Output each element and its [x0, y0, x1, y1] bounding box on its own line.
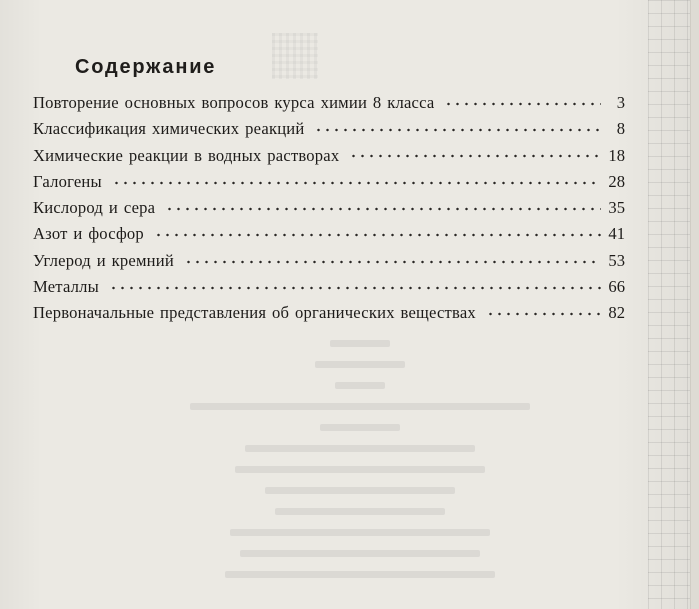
toc-entry[interactable] — [33, 221, 625, 247]
toc-entry-page: 28 — [608, 171, 625, 191]
toc-entry[interactable] — [33, 300, 625, 326]
page-edge — [690, 0, 699, 609]
toc-entry-page: 3 — [616, 93, 625, 112]
toc-entry-title: Металлы — [33, 277, 99, 297]
toc-entry[interactable] — [33, 90, 625, 116]
toc-entry-title: Повторение основных вопросов курса химии 8 класса — [33, 93, 435, 112]
leader-dots — [165, 197, 601, 214]
toc-entry-page: 66 — [608, 277, 625, 297]
leader-dots — [109, 275, 601, 292]
toc-entry-page: 35 — [608, 198, 625, 218]
bleed-through-text — [150, 340, 570, 600]
toc-entry[interactable] — [33, 116, 625, 142]
toc-entry[interactable] — [33, 248, 625, 274]
bleed-through-mark — [272, 33, 318, 79]
toc-entry-title: Галогены — [33, 171, 102, 191]
toc-entry-title: Химические реакции в водных растворах — [33, 145, 340, 165]
leader-dots — [154, 223, 601, 240]
toc-entry[interactable] — [33, 274, 625, 300]
toc-entry-page: 41 — [608, 224, 625, 244]
page-title: Содержание — [75, 56, 217, 78]
toc-entry-page: 18 — [608, 145, 625, 165]
toc-entry[interactable] — [33, 169, 625, 195]
leader-dots — [184, 249, 601, 266]
toc-entry-title: Классификация химических реакций — [33, 119, 305, 139]
toc-entry-title: Первоначальные представления об органических веществах — [33, 303, 476, 323]
leader-dots — [314, 118, 601, 135]
leader-dots — [349, 144, 601, 161]
leader-dots — [112, 170, 601, 187]
leader-dots — [486, 302, 601, 319]
toc-entry[interactable] — [33, 195, 625, 221]
table-of-contents — [33, 90, 625, 327]
toc-entry[interactable] — [33, 143, 625, 169]
leader-dots — [444, 91, 601, 108]
toc-entry-title: Азот и фосфор — [33, 224, 144, 244]
toc-entry-page: 8 — [616, 119, 625, 139]
toc-entry-page: 82 — [608, 303, 625, 323]
toc-entry-page: 53 — [608, 250, 625, 270]
toc-entry-title: Кислород и сера — [33, 198, 156, 218]
toc-entry-title: Углерод и кремний — [33, 250, 174, 270]
